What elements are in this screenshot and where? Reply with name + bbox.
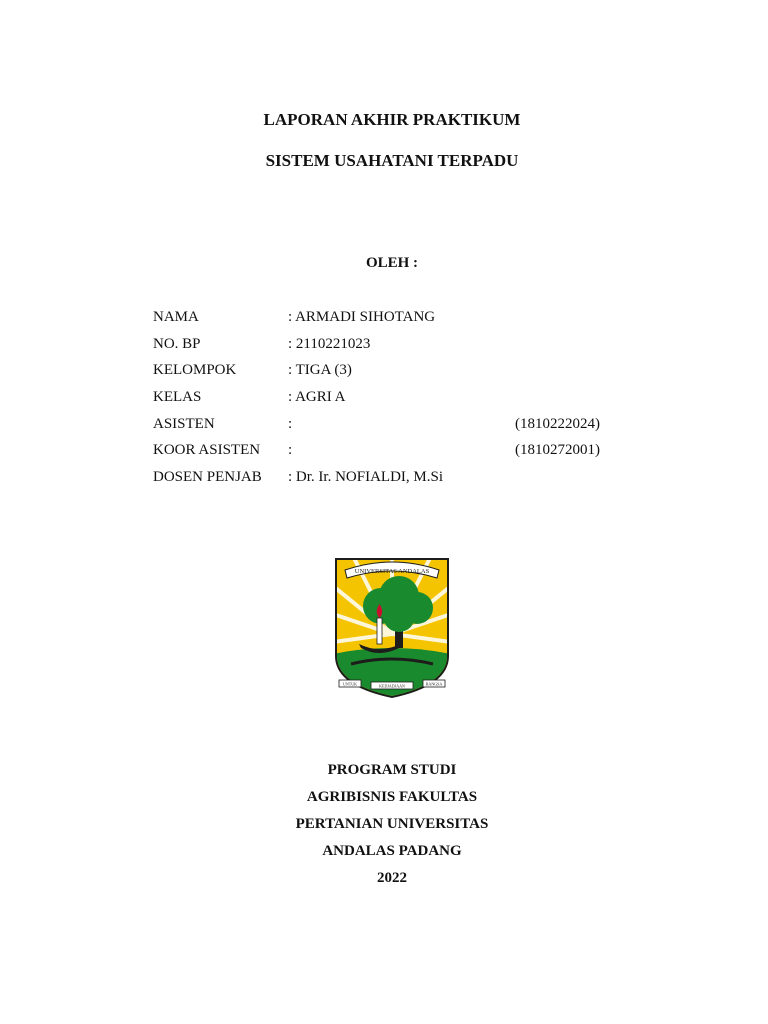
field-label: KELAS <box>153 389 202 405</box>
field-value: : ARMADI SIHOTANG <box>288 309 436 325</box>
logo-bottom-center-text: KEDJADJAAN <box>379 683 405 689</box>
field-label: NO. BP <box>153 336 201 352</box>
field-label: KOOR ASISTEN <box>153 442 261 458</box>
field-value: : Dr. Ir. NOFIALDI, M.Si <box>288 469 444 485</box>
field-label: KELOMPOK <box>153 362 237 378</box>
university-logo-icon <box>333 556 451 698</box>
footer-line: AGRIBISNIS FAKULTAS <box>306 789 478 805</box>
logo-bottom-left-text: UNTUK <box>343 681 357 687</box>
report-title: LAPORAN AKHIR PRAKTIKUM <box>263 110 521 129</box>
field-value: : 2110221023 <box>288 336 371 352</box>
field-value: : <box>288 416 293 432</box>
field-label: NAMA <box>153 309 199 325</box>
field-value: : TIGA (3) <box>288 362 352 378</box>
report-subtitle: SISTEM USAHATANI TERPADU <box>265 151 519 170</box>
logo-top-text: UNIVERSITAS ANDALAS <box>354 568 430 575</box>
footer-year: 2022 <box>377 870 407 886</box>
logo-bottom-right-text: BANGSA <box>425 681 443 687</box>
footer-line: PROGRAM STUDI <box>327 762 457 778</box>
field-nim: (1810272001) <box>515 442 600 458</box>
field-label: DOSEN PENJAB <box>153 469 262 485</box>
field-nim: (1810222024) <box>515 416 600 432</box>
footer-line: PERTANIAN UNIVERSITAS <box>295 816 489 832</box>
field-value: : AGRI A <box>288 389 346 405</box>
field-value: : <box>288 442 293 458</box>
oleh-label: OLEH : <box>365 255 419 271</box>
footer-line: ANDALAS PADANG <box>322 843 462 859</box>
field-label: ASISTEN <box>153 416 215 432</box>
